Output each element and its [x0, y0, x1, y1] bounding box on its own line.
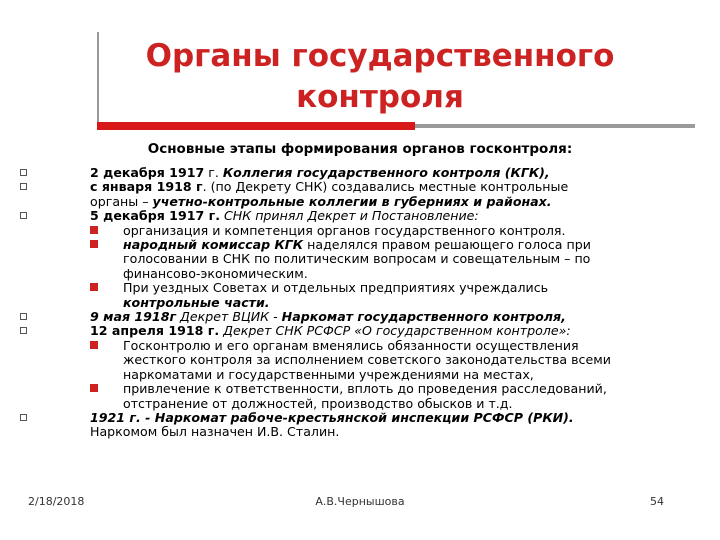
- sub-list-item-continuation: жесткого контроля за исполнением советского законодательства всеми: [123, 352, 611, 368]
- hollow-square-bullet-icon: [20, 414, 27, 421]
- sub-list-item-continuation: финансово-экономическим.: [123, 265, 308, 281]
- title-decoration-line: [97, 32, 99, 130]
- red-square-bullet-icon: [90, 341, 98, 349]
- list-item-continuation: органы – учетно-контрольные коллегии в губерниях и районах.: [90, 193, 552, 209]
- red-square-bullet-icon: [90, 240, 98, 248]
- sub-list-item: При уездных Советах и отдельных предприятиях учреждались: [0, 281, 720, 295]
- sub-list-item-continuation: контрольные части.: [123, 294, 270, 310]
- title-underline-gray: [415, 124, 695, 128]
- list-item-continuation: Наркомом был назначен И.В. Сталин.: [90, 424, 340, 440]
- list-item: 2 декабря 1917 г. Коллегия государственного контроля (КГК),: [0, 166, 720, 180]
- footer-date: 2/18/2018: [28, 495, 85, 508]
- footer-author: А.В.Чернышова: [315, 495, 405, 508]
- title-underline-red: [97, 122, 415, 130]
- footer-page-number: 54: [650, 495, 664, 508]
- list-item: 5 декабря 1917 г. СНК принял Декрет и Постановление:: [0, 209, 720, 223]
- red-square-bullet-icon: [90, 384, 98, 392]
- hollow-square-bullet-icon: [20, 327, 27, 334]
- section-heading: Основные этапы формирования органов госконтроля:: [147, 141, 573, 157]
- list-item: 1921 г. - Наркомат рабоче-крестьянской инспекции РСФСР (РКИ).: [0, 411, 720, 425]
- red-square-bullet-icon: [90, 226, 98, 234]
- slide-content: [0, 166, 720, 440]
- red-square-bullet-icon: [90, 283, 98, 291]
- hollow-square-bullet-icon: [20, 169, 27, 176]
- sub-list-item-continuation: наркоматами и государственными учреждениями на местах,: [123, 366, 534, 382]
- sub-list-item: привлечение к ответственности, вплоть до проведения расследований,: [0, 382, 720, 396]
- slide-title: [100, 36, 660, 118]
- sub-list-item-continuation: отстранение от должностей, производство обысков и т.д.: [123, 395, 513, 411]
- hollow-square-bullet-icon: [20, 183, 27, 190]
- sub-list-item: Госконтролю и его органам вменялись обязанности осуществления: [0, 339, 720, 353]
- hollow-square-bullet-icon: [20, 313, 27, 320]
- sub-list-item: организация и компетенция органов государственного контроля.: [0, 224, 720, 238]
- title-line-2: контроля: [296, 79, 464, 115]
- title-line-1: Органы государственного: [145, 38, 615, 74]
- sub-list-item-continuation: голосовании в СНК по политическим вопросам и совещательным – по: [123, 251, 591, 267]
- list-item: 12 апреля 1918 г. Декрет СНК РСФСР «О государственном контроле»:: [0, 324, 720, 338]
- hollow-square-bullet-icon: [20, 212, 27, 219]
- list-item: с января 1918 г. (по Декрету СНК) создавались местные контрольные: [0, 180, 720, 194]
- list-item: 9 мая 1918г Декрет ВЦИК - Наркомат государственного контроля,: [0, 310, 720, 324]
- sub-list-item: народный комиссар КГК наделялся правом решающего голоса при: [0, 238, 720, 252]
